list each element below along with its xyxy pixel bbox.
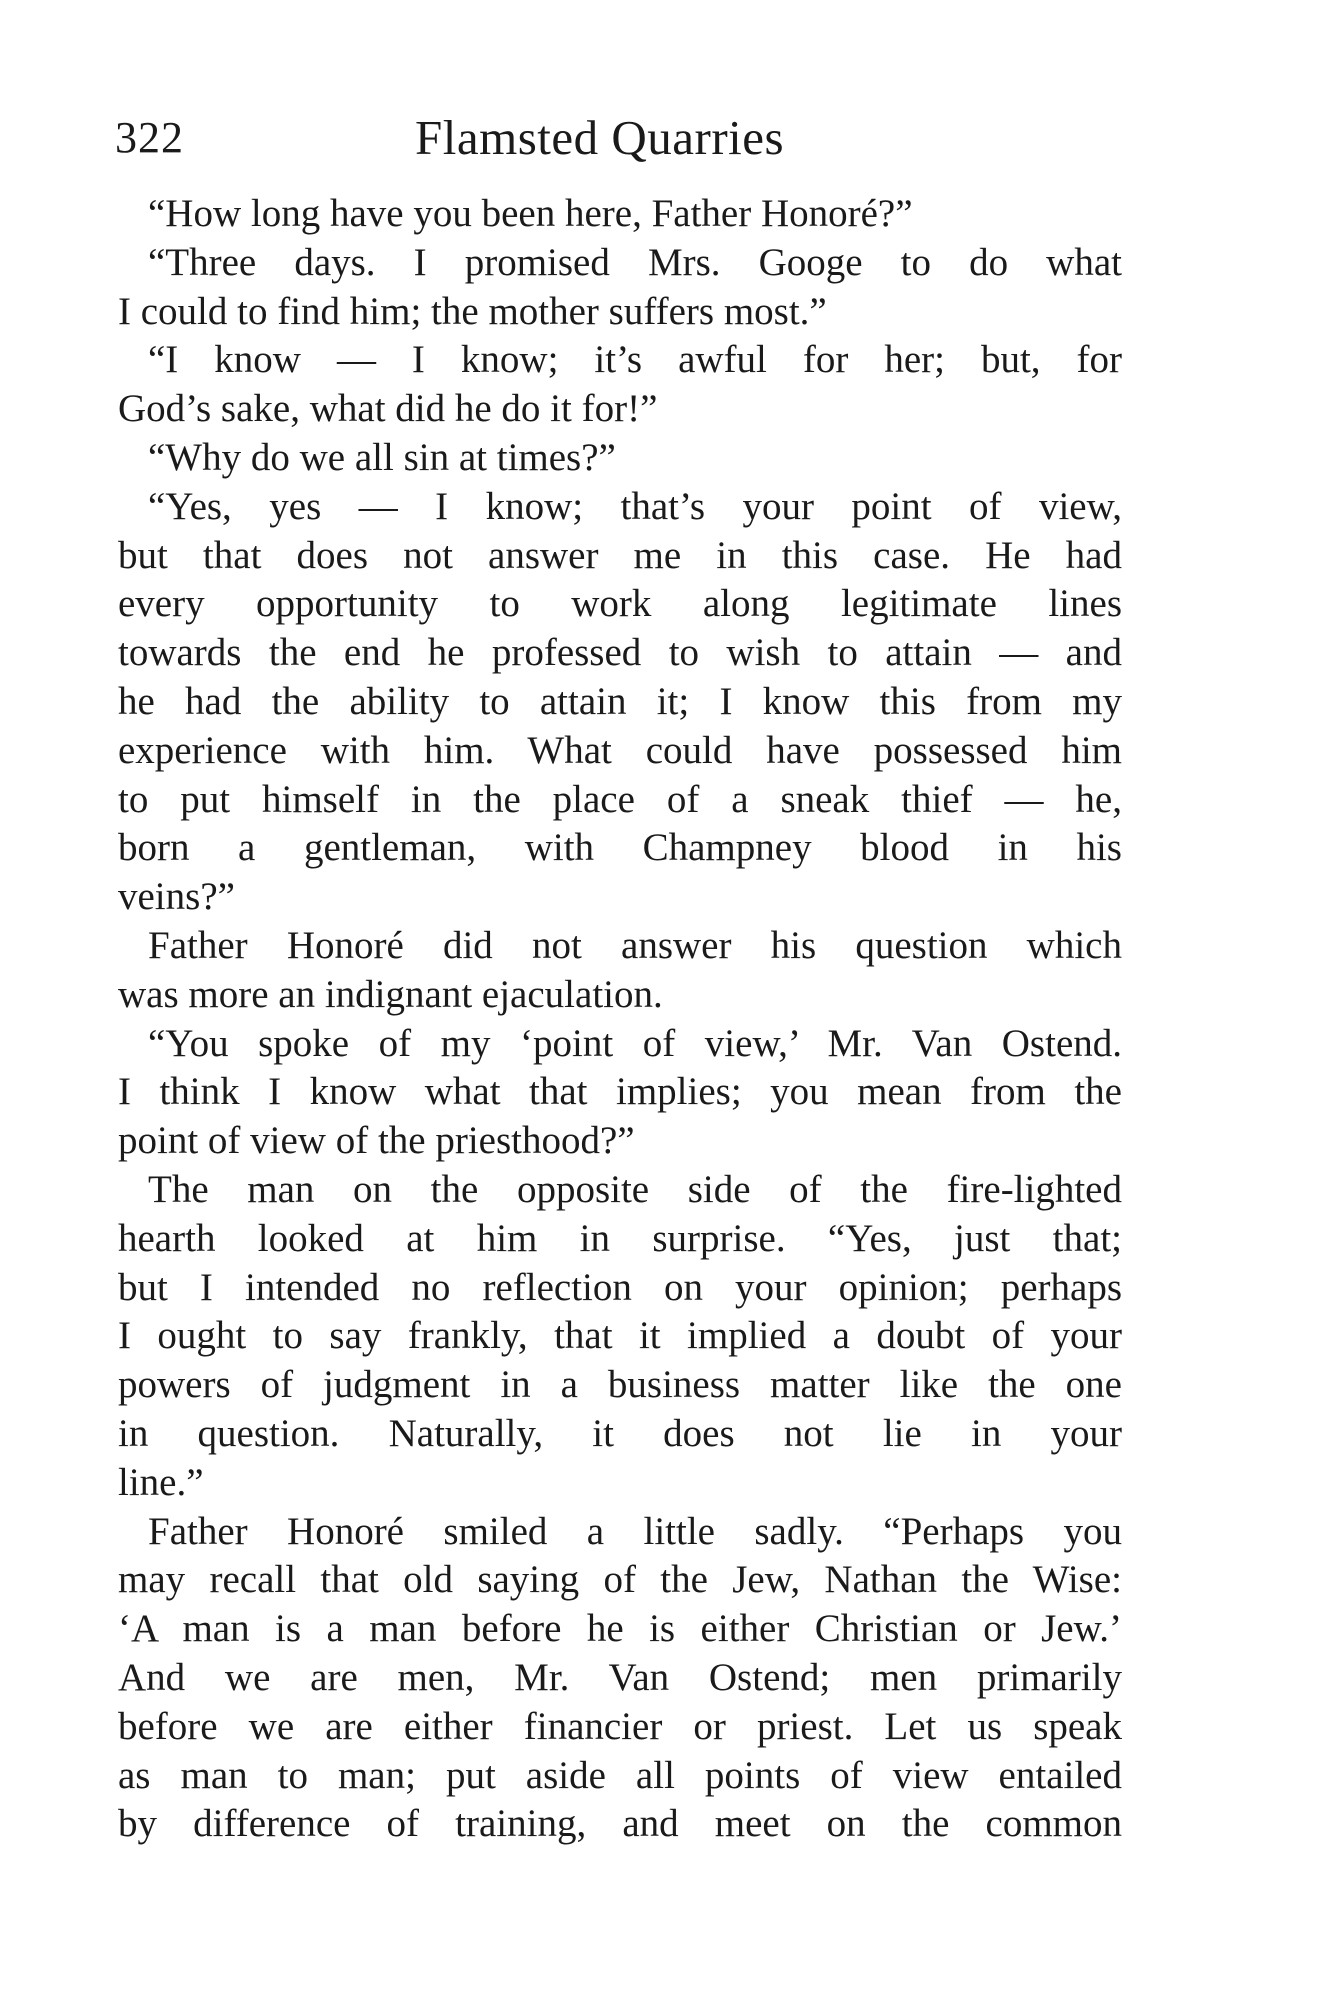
text-line: to put himself in the place of a sneak thief — he,	[118, 777, 1122, 821]
text-line: The man on the opposite side of the fire-lighted	[148, 1167, 1122, 1211]
text-line: powers of judgment in a business matter like the one	[118, 1363, 1122, 1407]
text-line: may recall that old saying of the Jew, Nathan the Wise:	[118, 1558, 1122, 1602]
text-line: veins?”	[118, 875, 235, 919]
text-line: Father Honoré did not answer his question which	[148, 923, 1122, 967]
text-line: experience with him. What could have possessed him	[118, 728, 1122, 772]
text-line: line.”	[118, 1460, 204, 1504]
text-line: born a gentleman, with Champney blood in his	[118, 826, 1122, 870]
text-line: ‘A man is a man before he is either Christian or Jew.’	[118, 1607, 1122, 1651]
text-line: but I intended no reflection on your opinion; perhaps	[118, 1265, 1122, 1309]
text-line: And we are men, Mr. Van Ostend; men primarily	[118, 1655, 1122, 1699]
text-line: “Three days. I promised Mrs. Googe to do what	[148, 240, 1122, 284]
text-line: “I know — I know; it’s awful for her; but, for	[148, 338, 1122, 382]
text-line: before we are either financier or priest. Let us speak	[118, 1704, 1122, 1748]
text-line: I think I know what that implies; you mean from the	[118, 1070, 1122, 1114]
text-line: hearth looked at him in surprise. “Yes, just that;	[118, 1216, 1122, 1260]
text-line: by difference of training, and meet on the common	[118, 1802, 1122, 1846]
text-line: Father Honoré smiled a little sadly. “Perhaps you	[148, 1509, 1122, 1553]
text-line: in question. Naturally, it does not lie in your	[118, 1411, 1122, 1455]
book-title: Flamsted Quarries	[415, 110, 785, 165]
text-line: “Why do we all sin at times?”	[148, 435, 616, 479]
text-line: “Yes, yes — I know; that’s your point of view,	[148, 484, 1122, 528]
text-line: “You spoke of my ‘point of view,’ Mr. Van Ostend.	[148, 1021, 1122, 1065]
text-line: as man to man; put aside all points of view entailed	[118, 1753, 1122, 1797]
text-line: point of view of the priesthood?”	[118, 1119, 635, 1163]
text-line: I could to find him; the mother suffers most.”	[118, 289, 827, 333]
text-line: but that does not answer me in this case. He had	[118, 533, 1122, 577]
running-head	[115, 108, 1120, 168]
text-line: every opportunity to work along legitimate lines	[118, 582, 1122, 626]
text-line: I ought to say frankly, that it implied a doubt of your	[118, 1314, 1122, 1358]
text-line: God’s sake, what did he do it for!”	[118, 387, 658, 431]
body-text	[118, 190, 1122, 1849]
text-line: was more an indignant ejaculation.	[118, 972, 663, 1016]
text-line: he had the ability to attain it; I know this from my	[118, 679, 1122, 723]
text-line: towards the end he professed to wish to attain — and	[118, 631, 1122, 675]
text-line: “How long have you been here, Father Honoré?”	[148, 192, 913, 235]
page-number: 322	[115, 113, 184, 162]
